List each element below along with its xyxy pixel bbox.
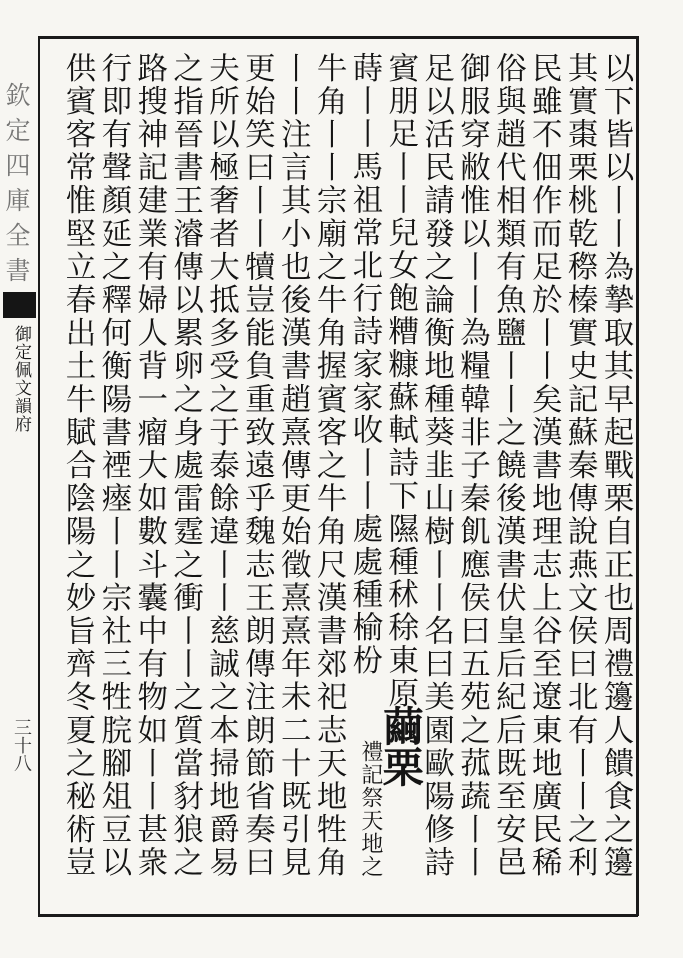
fishtail-mark: [3, 292, 36, 318]
headword-note: 禮記祭天地之: [357, 740, 383, 878]
text-column-12: 夫所以極奢者大抵多受之于泰餘違丨丨慈誠之本掃地爵易: [203, 52, 239, 880]
text-column-8: 蒔丨丨馬祖常北行詩家家收丨丨處處種榆枌: [346, 52, 382, 678]
text-column-3: 民雖不佃作而足於丨丨矣漢書地理志上谷至遼東地廣民稀: [526, 52, 562, 880]
book-title: 欽定四庫全書: [2, 82, 31, 292]
text-column-16: 供賓客常惟堅立春出土牛賦合陰陽之妙旨齊冬夏之秘術豈: [60, 52, 95, 880]
text-column-2: 其實棗栗桃乾穄榛實史記蘇秦傳說燕文侯曰北有丨丨之利: [562, 52, 598, 880]
headword: 繭栗: [375, 705, 424, 787]
text-column-13: 之指晉書王濬傳以累卵之身處雷霆之衝丨丨之質當豺狼之: [167, 52, 203, 880]
frame-top-rule: [38, 36, 638, 39]
frame-left-rule: [38, 36, 40, 916]
margin-strip: [0, 30, 40, 920]
text-column-11: 更始笑曰丨丨犢豈能負重致遠乎魏志王朗傳注朗節省奏曰: [239, 52, 275, 880]
text-column-14: 路搜神記建業有婦人背一瘤大如數斗囊中有物如丨丨甚衆: [131, 52, 167, 880]
text-column-15: 行即有聲顏延之釋何衡陽書禋瘞丨丨宗社三牲脘腳俎豆以: [95, 52, 131, 880]
text-column-5: 御服穿敝惟以丨丨為糧韓非子秦飢應侯曰五苑之菰蔬丨丨: [454, 52, 490, 880]
text-column-1: 以下皆以丨丨為摯取其早起戰栗自正也周禮籩人饋食之籩: [598, 52, 633, 880]
text-column-6: 足以活民請發之論衡地種葵韭山樹丨丨名曰美園歐陽修詩: [418, 52, 454, 880]
text-column-10: 丨丨注言其小也後漢書趙熹傳更始徵熹熹年未二十既引見: [275, 52, 311, 880]
text-column-9: 牛角丨丨宗廟之牛角握賓客之牛角尺漢書郊祀志天地牲角: [311, 52, 347, 880]
frame-bottom-rule: [38, 914, 638, 917]
text-column-4: 俗與趙代相類有魚鹽丨丨之饒後漢書伏皇后紀后既至安邑: [490, 52, 526, 880]
frame-right-rule: [636, 36, 639, 916]
page-number: 三十八: [11, 718, 32, 772]
book-subtitle: 御定佩文韻府: [11, 325, 31, 433]
text-column-7: 賓朋足丨丨兒女飽糟糠蘇軾詩下隰種秫稌東原: [382, 52, 418, 710]
